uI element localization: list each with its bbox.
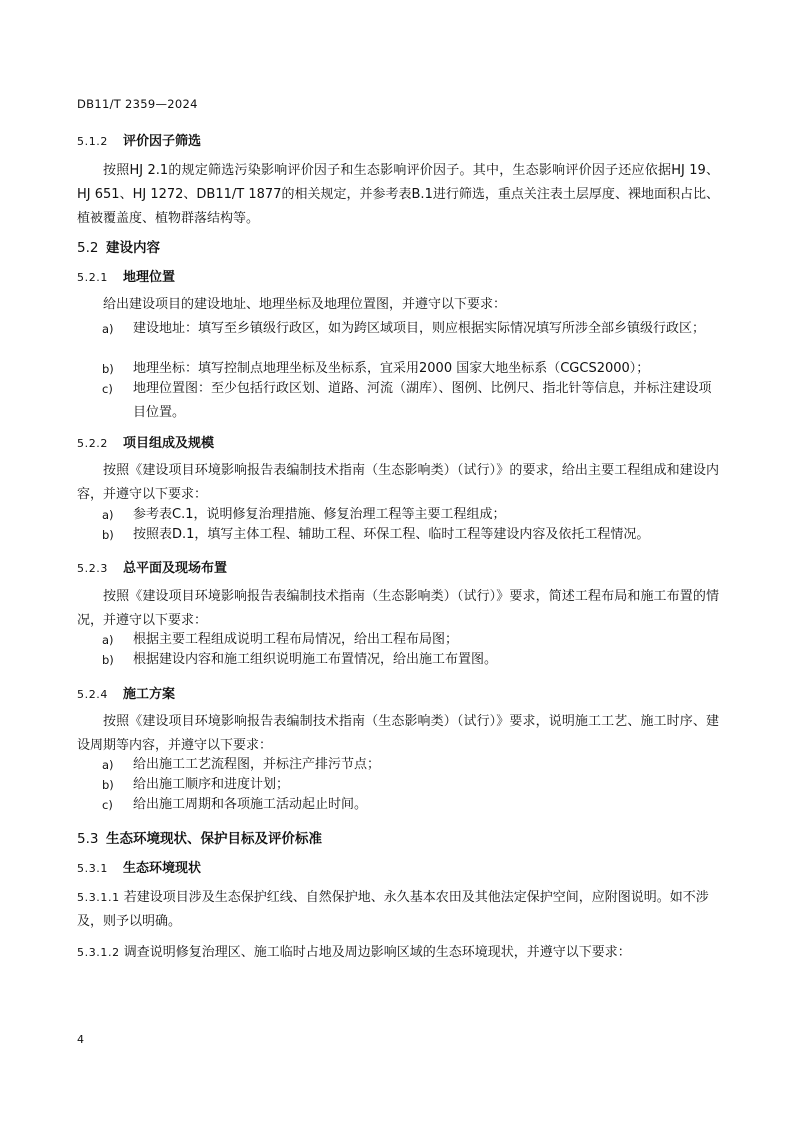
list-item-text: 地理位置图：至少包括行政区划、道路、河流（湖库）、图例、比例尺、指北针等信息，并标注建设项目位置。 [133, 381, 712, 420]
heading-5-2-3 [77, 557, 719, 576]
clause-5-3-1-1 [77, 886, 719, 934]
paragraph-5-2-4-intro: 按照《建设项目环境影响报告表编制技术指南（生态影响类）（试行）》要求，说明施工工艺、施工时序、建设周期等内容，并遵守以下要求： [77, 714, 719, 753]
list-item [102, 648, 712, 672]
standard-code-header: DB11/T 2359—2024 [77, 97, 198, 111]
heading-number: 5.2.3 [77, 562, 108, 575]
list-item [102, 377, 712, 425]
list-marker: b) [102, 778, 114, 792]
list-item-text: 根据建设内容和施工组织说明施工布置情况，给出施工布置图。 [133, 652, 498, 667]
heading-number: 5.3.1 [77, 862, 108, 875]
list-item-text: 建设地址：填写至乡镇级行政区，如为跨区域项目，则应根据实际情况填写所涉全部乡镇级行政区； [133, 321, 706, 336]
heading-number: 5.3 [77, 831, 99, 847]
heading-5-2 [77, 236, 719, 256]
list-item-text: 按照表D.1，填写主体工程、辅助工程、环保工程、临时工程等建设内容及依托工程情况。 [133, 527, 650, 542]
heading-5-1-2 [77, 130, 719, 149]
heading-title: 生态环境现状、保护目标及评价标准 [106, 831, 322, 847]
page-number: 4 [77, 1033, 84, 1046]
heading-number: 5.1.2 [77, 135, 108, 148]
heading-5-2-4 [77, 683, 719, 702]
heading-title: 评价因子筛选 [123, 134, 202, 149]
heading-title: 地理位置 [123, 270, 176, 285]
clause-text: 调查说明修复治理区、施工临时占地及周边影响区域的生态环境现状，并遵守以下要求： [123, 945, 631, 960]
heading-5-2-2 [77, 432, 719, 451]
heading-number: 5.2.1 [77, 271, 108, 284]
heading-title: 总平面及现场布置 [123, 561, 228, 576]
heading-title: 建设内容 [106, 240, 160, 256]
clause-number: 5.3.1.2 [77, 946, 120, 959]
list-item-text: 参考表C.1，说明修复治理措施、修复治理工程等主要工程组成； [133, 507, 506, 522]
heading-5-3-1 [77, 857, 719, 876]
list-marker: b) [102, 362, 114, 376]
heading-title: 项目组成及规模 [123, 436, 215, 451]
heading-number: 5.2.2 [77, 437, 108, 450]
list-item [102, 523, 712, 547]
list-item-text: 给出施工工艺流程图，并标注产排污节点； [133, 757, 381, 772]
list-item-text: 给出施工顺序和进度计划； [133, 777, 290, 792]
heading-title: 生态环境现状 [123, 861, 202, 876]
clause-number: 5.3.1.1 [77, 891, 120, 904]
list-item-text: 给出施工周期和各项施工活动起止时间。 [133, 797, 368, 812]
list-marker: a) [102, 322, 114, 336]
list-marker: b) [102, 653, 114, 667]
list-marker: c) [102, 798, 113, 812]
clause-text: 若建设项目涉及生态保护红线、自然保护地、永久基本农田及其他法定保护空间，应附图说明。如不涉及，则予以明确。 [77, 890, 709, 929]
list-marker: a) [102, 508, 114, 522]
clause-5-3-1-2 [77, 941, 719, 965]
list-marker: c) [102, 382, 113, 396]
heading-number: 5.2.4 [77, 688, 108, 701]
list-item-text: 地理坐标：填写控制点地理坐标及坐标系，宜采用2000 国家大地坐标系（CGCS2000）； [133, 361, 650, 376]
paragraph-5-1-2: 按照HJ 2.1的规定筛选污染影响评价因子和生态影响评价因子。其中，生态影响评价因子还应依据HJ 19、HJ 651、HJ 1272、DB11/T 1877的相关规定，并参考表B.1进行筛选，重点关注表土层厚度、裸地面积占比、植被覆盖度、植物群落结构等。 [77, 163, 719, 226]
list-marker: a) [102, 633, 114, 647]
list-item [102, 317, 712, 341]
paragraph-5-2-2-intro: 按照《建设项目环境影响报告表编制技术指南（生态影响类）（试行）》的要求，给出主要工程组成和建设内容，并遵守以下要求： [77, 463, 719, 502]
heading-5-2-1 [77, 266, 719, 285]
list-item [102, 793, 712, 817]
paragraph-5-2-3-intro: 按照《建设项目环境影响报告表编制技术指南（生态影响类）（试行）》要求，简述工程布局和施工布置的情况，并遵守以下要求： [77, 589, 719, 628]
list-item-text: 根据主要工程组成说明工程布局情况，给出工程布局图； [133, 632, 459, 647]
heading-title: 施工方案 [123, 687, 176, 702]
heading-number: 5.2 [77, 240, 99, 256]
list-marker: b) [102, 528, 114, 542]
list-marker: a) [102, 758, 114, 772]
heading-5-3 [77, 827, 719, 847]
paragraph-5-2-1-intro: 给出建设项目的建设地址、地理坐标及地理位置图，并遵守以下要求： [103, 297, 507, 312]
